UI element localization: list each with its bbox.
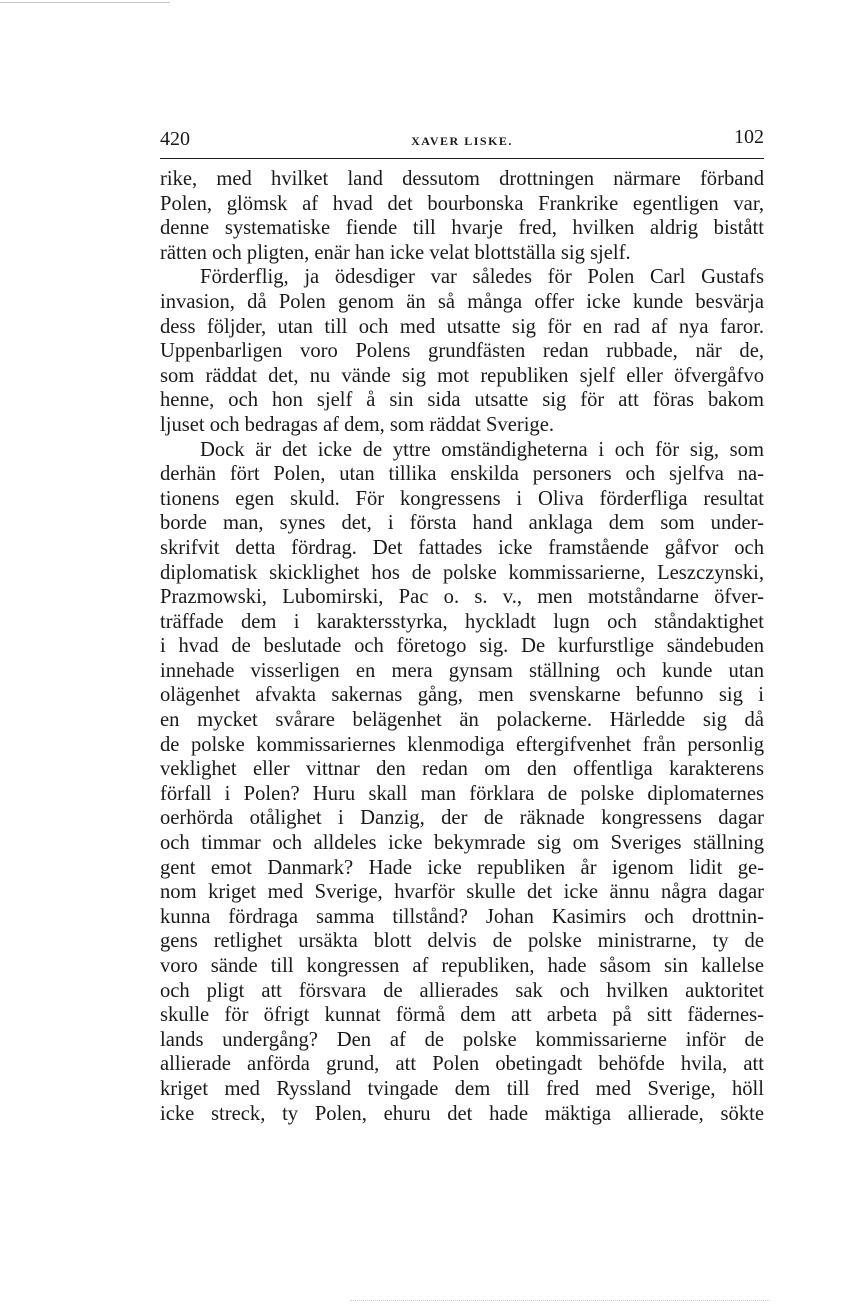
page-header bbox=[160, 128, 764, 156]
text-line: Dock är det icke de yttre omständigheterna i och för sig, som bbox=[200, 438, 764, 461]
text-line: borde man, synes det, i första hand anklaga dem som under- bbox=[160, 512, 764, 535]
text-line: Förderflig, ja ödesdiger var således för Polen Carl Gustafs bbox=[200, 266, 764, 289]
page-number-right: 102 bbox=[734, 126, 764, 148]
text-line: lands undergång? Den af de polske kommissarierne inför de bbox=[160, 1028, 764, 1051]
text-line: Prazmowski, Lubomirski, Pac o. s. v., men motståndarne öfver- bbox=[160, 586, 764, 609]
text-line: rätten och pligten, enär han icke velat blottställa sig sjelf. bbox=[160, 241, 631, 264]
text-line: kunna fördraga samma tillstånd? Johan Kasimirs och drottnin- bbox=[160, 905, 764, 928]
text-line: voro sände till kongressen af republiken, hade såsom sin kallelse bbox=[160, 955, 764, 977]
text-line: diplomatisk skicklighet hos de polske kommissarierne, Leszczynski, bbox=[160, 561, 764, 584]
text-line: och timmar och alldeles icke bekymrade sig om Sveriges ställning bbox=[160, 832, 764, 855]
text-line: skrifvit detta fördrag. Det fattades icke framstående gåfvor och bbox=[160, 536, 764, 559]
header-rule bbox=[160, 158, 764, 159]
text-line: träffade dem i karaktersstyrka, hyckladt lugn och ståndaktighet bbox=[160, 610, 764, 633]
body-text bbox=[160, 167, 764, 1126]
text-line: skulle för öfrigt kunnat förmå dem att arbeta på sitt fädernes- bbox=[160, 1004, 764, 1027]
text-line: oerhörda otålighet i Danzig, der de räknade kongressens dagar bbox=[160, 807, 764, 830]
page-number-left: 420 bbox=[160, 128, 190, 150]
text-line: en mycket svårare belägenhet än polackerne. Härledde sig då bbox=[160, 709, 764, 732]
text-line: invasion, då Polen genom än så många offer icke kunde besvärja bbox=[160, 290, 764, 313]
text-line: Polen, glömsk af hvad det bourbonska Frankrike egentligen var, bbox=[160, 192, 764, 215]
text-line: dess följder, utan till och med utsatte sig för en rad af nya faror. bbox=[160, 315, 764, 338]
running-title: XAVER LISKE. bbox=[411, 134, 513, 148]
text-line: förfall i Polen? Huru skall man förklara de polske diplomaternes bbox=[160, 782, 764, 805]
text-line: innehade visserligen en mera gynsam ställning och kunde utan bbox=[160, 659, 764, 682]
text-line: som räddat det, nu vände sig mot republiken sjelf eller öfvergåfvo bbox=[160, 364, 764, 387]
text-line: tionens egen skuld. För kongressens i Oliva förderfliga resultat bbox=[160, 487, 764, 510]
scan-edge-line-bottom bbox=[350, 1300, 770, 1301]
text-line: icke streck, ty Polen, ehuru det hade mäktiga allierade, sökte bbox=[160, 1102, 764, 1125]
text-line: och pligt att försvara de allierades sak och hvilken auktoritet bbox=[160, 979, 764, 1002]
text-line: henne, och hon sjelf å sin sida utsatte sig för att föras bakom bbox=[160, 389, 764, 412]
text-line: denne systematiske fiende till hvarje fred, hvilken aldrig bistått bbox=[160, 217, 764, 240]
text-line: i hvad de beslutade och företogo sig. De kurfurstlige sändebuden bbox=[160, 635, 764, 658]
text-line: olägenhet afvakta sakernas gång, men svenskarne befunno sig i bbox=[160, 684, 764, 707]
text-line: kriget med Ryssland tvingade dem till fred med Sverige, höll bbox=[160, 1077, 764, 1100]
scan-edge-line bbox=[0, 2, 170, 3]
text-line: ljuset och bedragas af dem, som räddat Sverige. bbox=[160, 413, 555, 436]
text-line: veklighet eller vittnar den redan om den offentliga karakterens bbox=[160, 758, 764, 781]
text-line: gens retlighet ursäkta blott delvis de polske ministrarne, ty de bbox=[160, 930, 764, 953]
text-line: nom kriget med Sverige, hvarför skulle det icke ännu några dagar bbox=[160, 881, 764, 904]
text-line: allierade anförda grund, att Polen obetingadt behöfde hvila, att bbox=[160, 1053, 764, 1076]
text-line: derhän fört Polen, utan tillika enskilda personers och sjelfva na- bbox=[160, 463, 764, 486]
text-line: Uppenbarligen voro Polens grundfästen redan rubbade, när de, bbox=[160, 340, 764, 363]
text-line: rike, med hvilket land dessutom drottningen närmare förband bbox=[160, 168, 764, 190]
book-page bbox=[160, 128, 764, 1126]
text-line: gent emot Danmark? Hade icke republiken år igenom lidit ge- bbox=[160, 856, 764, 879]
text-line: de polske kommissariernes klenmodiga eftergifvenhet från personlig bbox=[160, 733, 764, 756]
